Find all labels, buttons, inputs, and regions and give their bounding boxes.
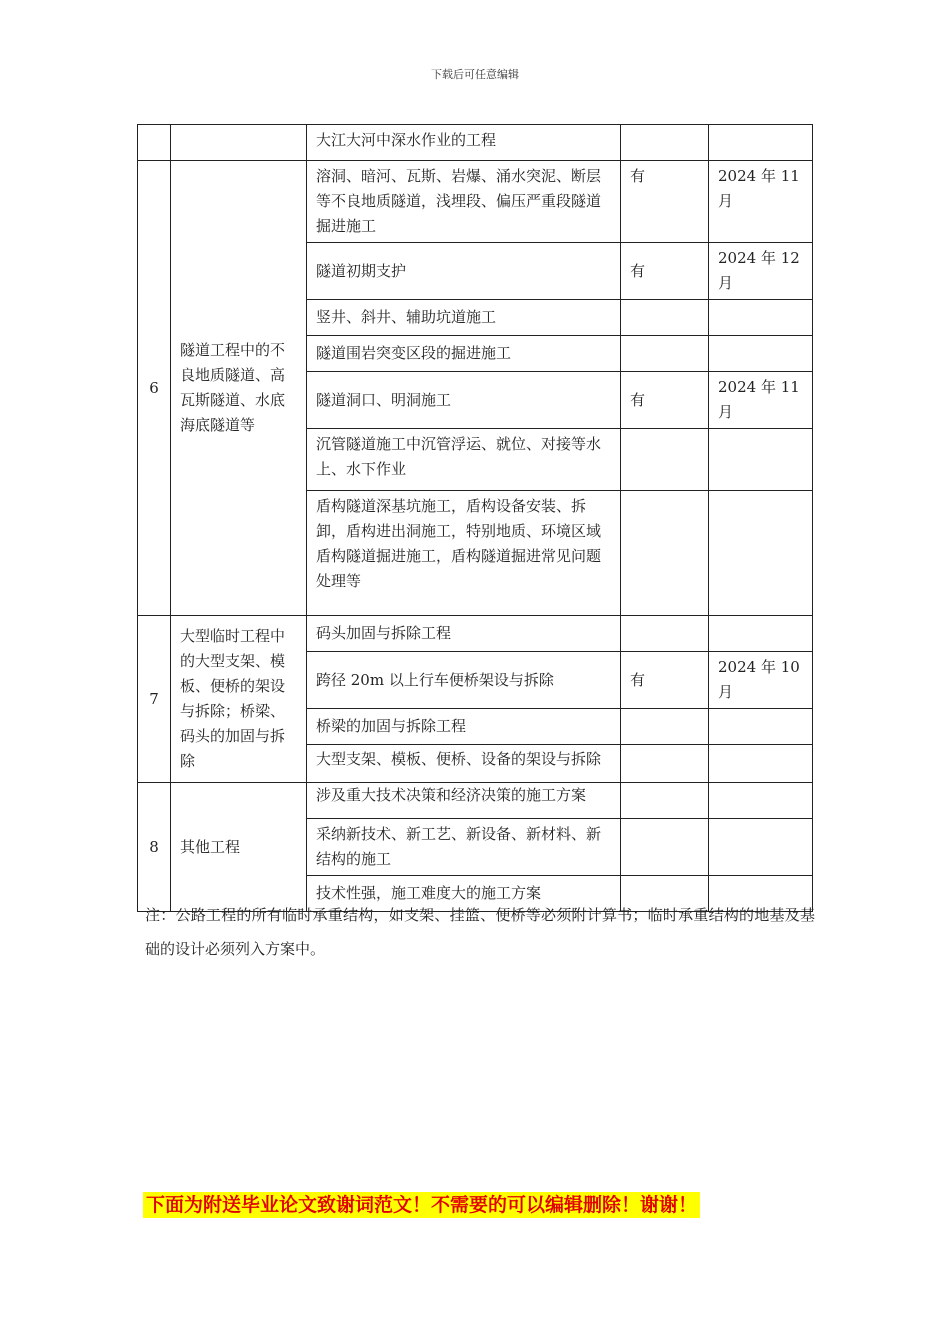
item-cell: 隧道围岩突变区段的掘进施工 bbox=[307, 336, 621, 372]
has-cell: 有 bbox=[621, 372, 709, 429]
has-cell: 有 bbox=[621, 161, 709, 243]
item-cell: 跨径 20m 以上行车便桥架设与拆除 bbox=[307, 652, 621, 709]
date-cell bbox=[709, 491, 813, 616]
has-cell bbox=[621, 300, 709, 336]
has-cell bbox=[621, 616, 709, 652]
category-cell: 其他工程 bbox=[171, 783, 307, 912]
appendix-banner: 下面为附送毕业论文致谢词范文！不需要的可以编辑删除！谢谢！ bbox=[143, 1192, 700, 1218]
has-cell bbox=[621, 783, 709, 819]
num-cell bbox=[138, 125, 171, 161]
date-cell: 2024 年 10 月 bbox=[709, 652, 813, 709]
table-row bbox=[138, 161, 813, 243]
has-cell: 有 bbox=[621, 243, 709, 300]
date-cell bbox=[709, 616, 813, 652]
date-cell bbox=[709, 429, 813, 491]
has-cell bbox=[621, 429, 709, 491]
table-footnote: 注：公路工程的所有临时承重结构，如支架、挂篮、便桥等必须附计算书；临时承重结构的地基及基础的设计必须列入方案中。 bbox=[145, 906, 815, 958]
date-cell bbox=[709, 709, 813, 745]
item-cell: 涉及重大技术决策和经济决策的施工方案 bbox=[316, 786, 587, 804]
item-cell: 桥梁的加固与拆除工程 bbox=[307, 709, 621, 745]
item-cell: 码头加固与拆除工程 bbox=[307, 616, 621, 652]
date-cell bbox=[709, 745, 813, 783]
item-cell: 大型支架、模板、便桥、设备的架设与拆除 bbox=[316, 750, 602, 768]
item-cell: 沉管隧道施工中沉管浮运、就位、对接等水上、水下作业 bbox=[307, 429, 621, 491]
category-cell: 隧道工程中的不良地质隧道、高瓦斯隧道、水底海底隧道等 bbox=[171, 161, 307, 616]
has-cell: 有 bbox=[621, 652, 709, 709]
category-cell bbox=[171, 125, 307, 161]
item-cell: 技术性强，施工难度大的施工方案 bbox=[307, 876, 621, 912]
item-cell: 竖井、斜井、辅助坑道施工 bbox=[307, 300, 621, 336]
table-row bbox=[138, 616, 813, 652]
page-header: 下载后可任意编辑 bbox=[431, 68, 519, 81]
row-number: 8 bbox=[138, 783, 171, 912]
row-number: 6 bbox=[138, 161, 171, 616]
row-number: 7 bbox=[138, 616, 171, 783]
date-cell bbox=[709, 336, 813, 372]
has-cell bbox=[621, 125, 709, 161]
construction-plan-table bbox=[137, 124, 813, 912]
table-row bbox=[138, 783, 813, 819]
has-cell bbox=[621, 491, 709, 616]
date-cell bbox=[709, 125, 813, 161]
date-cell bbox=[709, 783, 813, 819]
item-cell: 隧道洞口、明洞施工 bbox=[307, 372, 621, 429]
date-cell: 2024 年 11 月 bbox=[709, 161, 813, 243]
item-cell: 大江大河中深水作业的工程 bbox=[307, 125, 621, 161]
has-cell bbox=[621, 819, 709, 876]
has-cell bbox=[621, 709, 709, 745]
item-cell: 采纳新技术、新工艺、新设备、新材料、新结构的施工 bbox=[307, 819, 621, 876]
date-cell: 2024 年 11 月 bbox=[709, 372, 813, 429]
date-cell: 2024 年 12 月 bbox=[709, 243, 813, 300]
has-cell bbox=[621, 745, 709, 783]
item-cell: 溶洞、暗河、瓦斯、岩爆、涌水突泥、断层等不良地质隧道，浅埋段、偏压严重段隧道掘进施工 bbox=[307, 161, 621, 243]
item-cell: 隧道初期支护 bbox=[307, 243, 621, 300]
category-cell: 大型临时工程中的大型支架、模板、便桥的架设与拆除；桥梁、码头的加固与拆除 bbox=[171, 616, 307, 783]
date-cell bbox=[709, 300, 813, 336]
table-row bbox=[138, 125, 813, 161]
date-cell bbox=[709, 819, 813, 876]
item-cell: 盾构隧道深基坑施工，盾构设备安装、拆卸，盾构进出洞施工，特别地质、环境区域盾构隧道掘进施工，盾构隧道掘进常见问题处理等 bbox=[307, 491, 621, 616]
has-cell bbox=[621, 336, 709, 372]
